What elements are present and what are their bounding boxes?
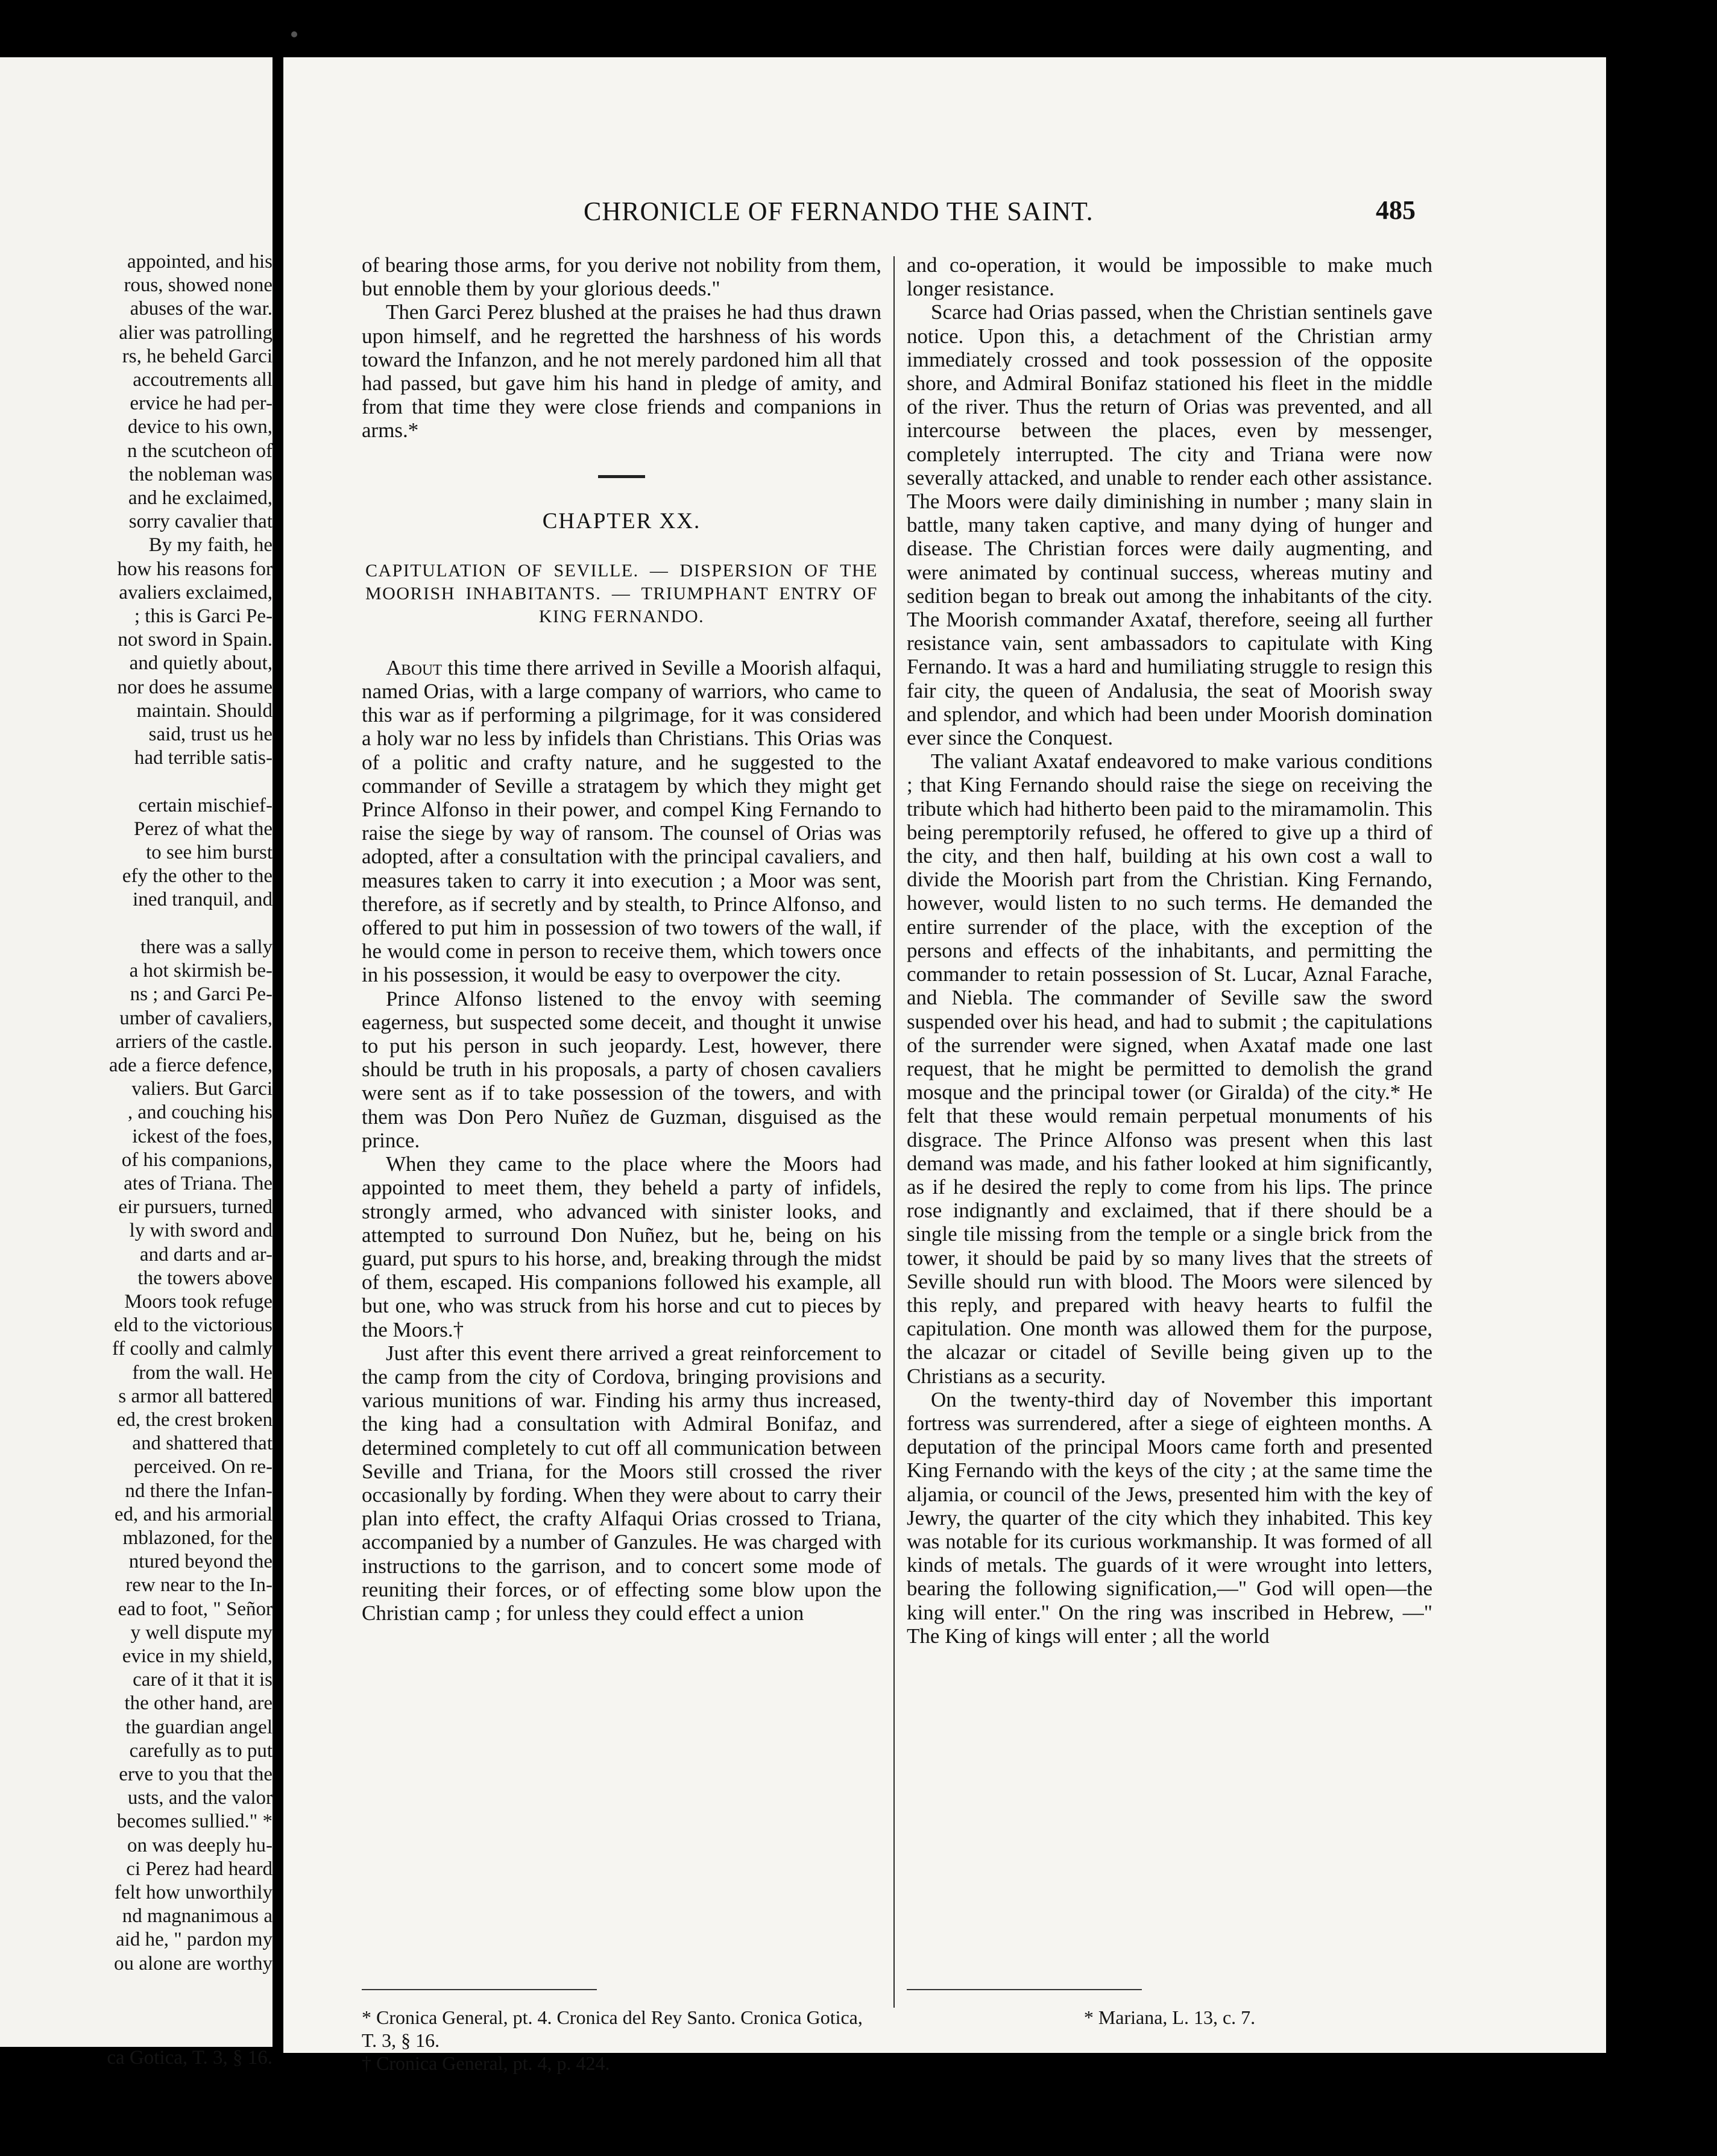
chapter-title: CHAPTER XX.	[542, 508, 701, 534]
right-column	[907, 253, 1432, 1648]
previous-page-line: sorry cavalier that	[128, 511, 273, 533]
paragraph: and co-operation, it would be impossible to make much longer resistance.	[907, 253, 1432, 301]
paragraph: Just after this event there arrived a great reinforcement to the camp from the city of Cordova, bringing provisions and various munitions of war. Finding his army thus increased, the king had a consultation with Admiral Bonifaz, and determined completely to cut off all communication between Seville and Triana, for the Moors still crossed the river occasionally by fording. When they were about to carry their plan into effect, the crafty Alfaqui Orias crossed to Triana, accompanied by a number of Ganzules. He was charged with instructions to the garrison, and to concert some mode of reuniting their forces, or of effecting some blow upon the Christian camp ; for unless they could effect a union	[362, 1341, 881, 1625]
previous-page-line: eir pursuers, turned	[118, 1196, 273, 1218]
previous-page-line: becomes sullied." *	[116, 1811, 273, 1833]
footnote: * Mariana, L. 13, c. 7.	[1083, 2006, 1256, 2028]
previous-page-line: ns ; and Garci Pe-	[130, 983, 273, 1006]
previous-page-line: valiers. But Garci	[131, 1078, 273, 1100]
previous-page-line: from the wall. He	[132, 1361, 273, 1384]
previous-page-line: rous, showed none	[124, 274, 273, 297]
previous-page-line: how his reasons for	[117, 558, 273, 580]
previous-page-line: ff coolly and calmly	[112, 1338, 273, 1360]
previous-page-line: aid he, " pardon my	[116, 1929, 273, 1951]
previous-page-line: alier was patrolling	[119, 321, 273, 344]
left-column	[362, 253, 881, 1625]
previous-page-line: arriers of the castle.	[115, 1030, 273, 1053]
previous-page-line: the other hand, are	[124, 1692, 273, 1715]
previous-page-line: perceived. On re-	[134, 1456, 273, 1478]
previous-page-line: ead to foot, " Señor	[118, 1598, 273, 1620]
previous-page-line: certain mischief-	[138, 794, 273, 816]
previous-page-line: carefully as to put	[129, 1739, 273, 1762]
paragraph-text: this time there arrived in Seville a Moorish alfaqui, named Orias, with a large company of warriors, who came to this war as if performing a pilgrimage, for it was considered a holy war no less by infidels than Christians. This Orias was of a politic and crafty nature, and he suggested to the commander of Seville a stratagem by which they might get Prince Alfonso in their power, and compel King Fernando to raise the siege by way of ransom. The counsel of Orias was adopted, after a consultation with the principal cavaliers, and measures taken to carry it into execution ; a Moor was sent, therefore, as if secretly and by stealth, to Prince Alfonso, and offered to put him in possession of two towers of the wall, if he would come in person to receive them, which towers once in his possession, it would be easy to overpower the city.	[362, 655, 881, 987]
binding-mark	[291, 31, 297, 37]
previous-page-line: ly with sword and	[129, 1220, 273, 1242]
previous-page-line: ed, and his armorial	[114, 1503, 273, 1525]
page-number: 485	[1376, 195, 1416, 225]
previous-page-line: mblazoned, for the	[122, 1527, 273, 1549]
previous-page-line: nor does he assume	[117, 676, 273, 698]
footnote: † Cronica General, pt. 4, p. 424.	[362, 2052, 610, 2074]
previous-page-line: umber of cavaliers,	[119, 1007, 273, 1029]
chapter-summary: CAPITULATION OF SEVILLE. — DISPERSION OF THE MOORISH INHABITANTS. — TRIUMPHANT ENTRY OF KING FERNANDO.	[365, 560, 878, 626]
previous-page-line: ci Perez had heard	[126, 1858, 273, 1880]
previous-page-line: ntured beyond the	[128, 1551, 273, 1573]
previous-page-line: to see him burst	[146, 842, 273, 864]
chapter-divider	[598, 475, 645, 478]
previous-page-line: ade a fierce defence,	[109, 1054, 273, 1076]
previous-page-line: a hot skirmish be-	[129, 960, 273, 982]
previous-page-line: efy the other to the	[122, 865, 273, 887]
paragraph: Prince Alfonso listened to the envoy with seeming eagerness, but suspected some deceit, and thought it unwise to put his person in such jeopardy. Lest, however, there should be truth in his proposals, a party of chosen cavaliers were sent as if to take possession of the towers, and with them was Don Pero Nuñez de Guzman, disguised as the prince.	[362, 986, 881, 1152]
paragraph: Then Garci Perez blushed at the praises he had thus drawn upon himself, and he regretted the harshness of his words toward the Infanzon, and he not merely pardoned him all that had passed, but gave him his hand in pledge of amity, and from that time they were close friends and companions in arms.*	[362, 300, 881, 443]
footnotes-left	[362, 2006, 881, 2075]
opening-word: About	[386, 655, 443, 679]
previous-page-line: By my faith, he	[148, 534, 273, 556]
paragraph: The valiant Axataf endeavored to make various conditions ; that King Fernando should raise the siege on receiving the tribute which had hitherto been paid to the miramamolin. This being peremptorily refused, he offered to give up a third of the city, and then half, building at his own cost a wall to divide the Moorish part from the Christian. King Fernando, however, would listen to no such terms. He demanded the entire surrender of the place, with the exception of the persons and effects of the inhabitants, and permitting the commander to retain possession of St. Lucar, Aznal Farache, and Niebla. The commander of Seville saw the sword suspended over his head, and had to submit ; the capitulations of the surrender were signed, when Axataf made one last request, that he might be permitted to demolish the grand mosque and the principal tower (or Giralda) of the city.* He felt that these would remain perpetual monuments of his disgrace. The Prince Alfonso was present when this last demand was made, and his father looked at him significantly, as if he desired the reply to come from his lips. The prince rose indignantly and exclaimed, that if there should be a single tile missing from the temple or a single brick from the tower, it should be paid by so many lives that the streets of Seville should run with blood. The Moors were silenced by this reply, and prepared with heavy hearts to fulfil the capitulation. One month was allowed them for the purpose, the alcazar or citadel of Seville being given up to the Christians as a security.	[907, 749, 1432, 1388]
previous-page-line: evice in my shield,	[122, 1645, 273, 1667]
previous-page-footnote: ca Gotica, T. 3, § 16.	[107, 2047, 273, 2069]
previous-page-line: the guardian angel	[125, 1716, 273, 1738]
footnote-divider	[362, 1989, 597, 1990]
previous-page-line: ervice he had per-	[130, 392, 273, 415]
footnote: * Cronica General, pt. 4. Cronica del Rey Santo. Cronica Gotica, T. 3, § 16.	[362, 2006, 863, 2051]
previous-page-line: ickest of the foes,	[132, 1125, 273, 1147]
paragraph: of bearing those arms, for you derive not nobility from them, but ennoble them by your glorious deeds."	[362, 253, 881, 301]
previous-page-line: ates of Triana. The	[124, 1172, 273, 1194]
previous-page-line: eld to the victorious	[113, 1314, 273, 1337]
footnote-divider	[907, 1989, 1142, 1990]
previous-page-line: and darts and ar-	[139, 1243, 273, 1266]
previous-page-line: n the scutcheon of	[127, 440, 273, 462]
previous-page-line: of his companions,	[121, 1149, 273, 1171]
previous-page-line: there was a sally	[140, 936, 273, 958]
previous-page-line: and quietly about,	[129, 652, 273, 675]
previous-page-line: erve to you that the	[119, 1764, 273, 1785]
previous-page-line: and shattered that	[132, 1433, 273, 1455]
previous-page-line: abuses of the war.	[130, 298, 273, 320]
previous-page	[0, 57, 273, 2069]
previous-page-line: Moors took refuge	[124, 1290, 273, 1313]
paragraph: On the twenty-third day of November this important fortress was surrendered, after a siege of eighteen months. A deputation of the principal Moors came forth and presented King Fernando with the keys of the city ; at the same time the aljamia, or council of the Jews, presented him with the key of Jewry, the quarter of the city which they inhabited. This key was notable for its curious workmanship. It was formed of all kinds of metals. The guards of it were wrought into letters, bearing the following signification,—" God will open—the king will enter." On the ring was inscribed in Hebrew, —" The King of kings will enter ; all the world	[907, 1387, 1432, 1648]
previous-page-line: rew near to the In-	[125, 1574, 273, 1597]
previous-page-line: usts, and the valor	[127, 1787, 273, 1809]
previous-page-line: ed, the crest broken	[116, 1408, 273, 1431]
previous-page-line: the towers above	[137, 1267, 273, 1289]
previous-page-line: accoutrements all	[133, 369, 273, 391]
footnotes-right	[907, 2006, 1432, 2029]
column-divider	[893, 256, 895, 2008]
previous-page-line: rs, he beheld Garci	[122, 345, 273, 367]
previous-page-line: Perez of what the	[134, 818, 273, 840]
previous-page-line: care of it that it is	[133, 1669, 273, 1691]
previous-page-line: ou alone are worthy	[114, 1952, 273, 1975]
previous-page-line: ; this is Garci Pe-	[134, 605, 273, 628]
previous-page-line: , and couching his	[127, 1102, 273, 1124]
previous-page-line: had terrible satis-	[134, 747, 273, 769]
previous-page-line: appointed, and his	[127, 251, 273, 273]
paragraph: Scarce had Orias passed, when the Christian sentinels gave notice. Upon this, a detachment of the Christian army immediately crossed and took possession of the opposite shore, and Admiral Bonifaz stationed his fleet in the middle of the river. Thus the return of Orias was prevented, and all intercourse between the places, even by messenger, completely interrupted. The city and Triana were now severally attacked, and unable to render each other assistance. The Moors were daily diminishing in number ; many slain in battle, many taken captive, and many dying of hunger and disease. The Christian forces were daily augmenting, and were animated by continual success, whereas mutiny and sedition began to break out among the inhabitants of the city. The Moorish commander Axataf, therefore, seeing all further resistance vain, sent ambassadors to capitulate with King Fernando. It was a hard and humiliating struggle to resign this fair city, the queen of Andalusia, the seat of Moorish sway and splendor, and which had been under Moorish domination ever since the Conquest.	[907, 300, 1432, 750]
previous-page-line: the nobleman was	[128, 463, 273, 485]
previous-page-text	[0, 250, 273, 1976]
running-title: CHRONICLE OF FERNANDO THE SAINT.	[584, 197, 1094, 226]
previous-page-line: y well dispute my	[130, 1621, 273, 1644]
previous-page-line: not sword in Spain.	[118, 629, 273, 651]
previous-page-line: nd there the Infan-	[125, 1480, 273, 1502]
previous-page-line: felt how unworthily	[114, 1882, 273, 1904]
previous-page-line: avaliers exclaimed,	[119, 581, 273, 604]
previous-page-line: s armor all battered	[118, 1385, 273, 1407]
previous-page-line: said, trust us he	[148, 723, 273, 746]
paragraph	[362, 656, 881, 987]
previous-page-line: maintain. Should	[136, 699, 273, 722]
previous-page-line	[0, 770, 273, 793]
previous-page-line: device to his own,	[127, 416, 273, 438]
previous-page-line: and he exclaimed,	[128, 487, 273, 509]
previous-page-line: nd magnanimous a	[122, 1905, 273, 1927]
previous-page-line: ined tranquil, and	[133, 889, 273, 911]
previous-page-line: on was deeply hu-	[127, 1834, 273, 1856]
previous-page-line	[0, 912, 273, 936]
main-page	[283, 57, 1606, 2074]
paragraph: When they came to the place where the Moors had appointed to meet them, they beheld a party of infidels, strongly armed, who advanced with sinister looks, and attempted to surround Don Nuñez, but he, being on his guard, put spurs to his horse, and, breaking through the midst of them, escaped. His companions followed his example, all but one, who was struck from his horse and cut to pieces by the Moors.†	[362, 1152, 881, 1341]
